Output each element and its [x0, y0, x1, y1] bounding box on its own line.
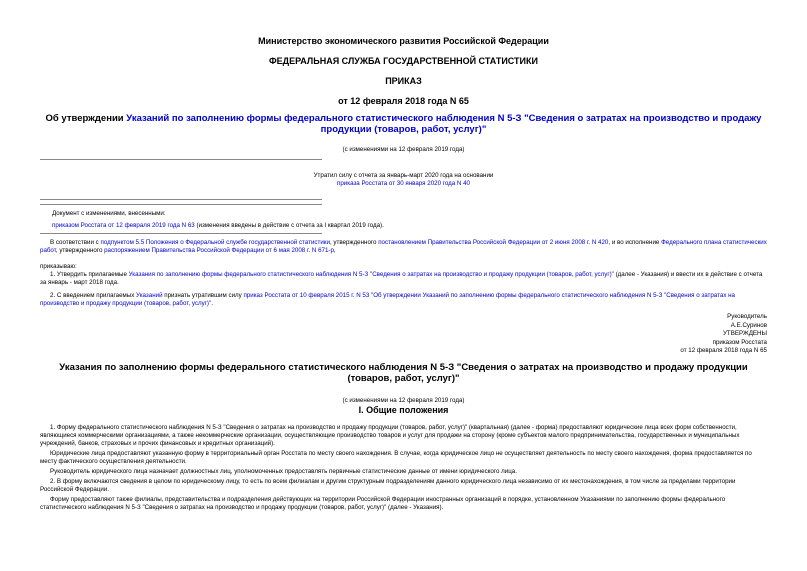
basis-link-order[interactable]: распоряжением Правительства Российской Федерации от 6 мая 2008 г. N 671-р: [104, 247, 334, 254]
signature-block: Руководитель А.Е.Суринов УТВЕРЖДЕНЫ приказом Росстата от 12 февраля 2018 года N 65: [680, 313, 767, 354]
section-heading: I. Общие положения: [358, 405, 449, 415]
item-2: 2. С введением прилагаемых Указаний признать утратившим силу приказ Росстата от 10 февраля 2015 г. N 53 "Об утверждении Указаний по заполнению формы федерального статистического наблюдения N 5-З "Сведения о затратах на производство и продажу продукции (товаров, работ, услуг)".: [40, 292, 735, 307]
service-name: ФЕДЕРАЛЬНАЯ СЛУЖБА ГОСУДАРСТВЕННОЙ СТАТИСТИКИ: [269, 56, 538, 66]
item-2-link-order[interactable]: приказ Росстата от 10 февраля 2015 г. N 53 "Об утверждении Указаний по заполнению формы федерального статистического наблюдения N 5-З "Сведения о затратах на производство и продажу продукции (товаров, работ, услуг)": [40, 292, 735, 307]
paragraph: Форму предоставляют также филиалы, представительства и подразделения действующих на территории Российской Федерации иностранных организаций в порядке, установленном Указаниями по заполнению формы федерального статистического наблюдения N 5-З "Сведения о затратах на производство и продажу продукции (товаров, работ, услуг)" (далее - Указания).: [40, 496, 726, 511]
item-1: 1. Утвердить прилагаемые Указания по заполнению формы федерального статистического наблюдения N 5-З "Сведения о затратах на производство и продажу продукции (товаров, работ, услуг)" (далее - Указания) и ввести их в действие с отчета за январь - март 2018 года.: [40, 271, 763, 286]
page-title: Об утверждении Указаний по заполнению формы федерального статистического наблюдения N 5-З "Сведения о затратах на производство и продажу продукции (товаров, работ, услуг)": [45, 113, 762, 135]
basis-link-plan[interactable]: Федерального плана статистических работ: [40, 239, 767, 254]
annex-title: Указания по заполнению формы федерального статистического наблюдения N 5-З "Сведения о затратах на производство и продажу продукции (товаров, работ, услуг)": [59, 362, 748, 384]
lost-force-note: Утратил силу с отчета за январь-март 2020 года на основании приказа Росстата от 30 января 2020 года N 40: [0, 172, 807, 188]
item-2-link-instructions[interactable]: Указаний: [136, 292, 163, 299]
divider: [40, 159, 322, 160]
paragraph: Руководитель юридического лица назначает должностных лиц, уполномоченных предоставлять первичные статистические данные от имени юридического лица.: [50, 468, 517, 475]
amendments-note: (с изменениями на 12 февраля 2019 года): [342, 146, 465, 153]
changes-note: Документ с изменениями, внесенными: приказом Росстата от 12 февраля 2019 года N 63 (изменения введены в действие с отчета за I квартал 2019 года).: [52, 210, 384, 229]
basis-link-decree[interactable]: постановлением Правительства Российской Федерации от 2 июня 2008 г. N 420: [378, 239, 609, 246]
basis-paragraph: В соответствии с подпунктом 5.5 Положения о Федеральной службе государственной статистики, утвержденного постановлением Правительства Российской Федерации от 2 июня 2008 г. N 420, и во исполнение Федерального плана статистических работ, утвержденного распоряжением Правительства Российской Федерации от 6 мая 2008 г. N 671-р,: [40, 239, 767, 254]
order-date: от 12 февраля 2018 года N 65: [338, 96, 469, 106]
paragraph: 2. В форму включаются сведения в целом по юридическому лицу, то есть по всем филиалам и другим структурным подразделениям данного юридического лица независимо от их местонахождения, в том числе за пределами территории Российской Федерации.: [40, 478, 736, 493]
doc-type: ПРИКАЗ: [385, 76, 422, 86]
divider: [40, 204, 322, 205]
general-provisions: [40, 424, 767, 512]
basis-link-regulation[interactable]: подпунктом 5.5 Положения о Федеральной службе государственной статистики: [100, 239, 330, 246]
divider: [40, 199, 322, 200]
annex-amendments-note: (с изменениями на 12 февраля 2019 года): [342, 397, 465, 404]
paragraph: Юридические лица предоставляют указанную форму в территориальный орган Росстата по месту своего нахождения. В случае, когда юридическое лицо не осуществляет деятельность по месту своего нахождения, форма предоставляется по месту фактического осуществления деятельности.: [40, 450, 752, 465]
changes-link[interactable]: приказом Росстата от 12 февраля 2019 года N 63: [52, 222, 195, 229]
lost-force-link[interactable]: приказа Росстата от 30 января 2020 года N 40: [336, 180, 470, 187]
divider: [40, 233, 322, 234]
item-1-link[interactable]: Указания по заполнению формы федерального статистического наблюдения N 5-З "Сведения о затратах на производство и продажу продукции (товаров, работ, услуг)": [128, 271, 614, 278]
paragraph: 1. Форму федерального статистического наблюдения N 5-З "Сведения о затратах на производство и продажу продукции (товаров, работ, услуг)" (квартальная) (далее - форма) предоставляют юридические лица всех форм собственности, являющиеся коммерческими организациями, а также некоммерческие организации, осуществляющие производство товаров и услуг для продажи на сторону (кроме субъектов малого предпринимательства, государственных и муниципальных учреждений, банков, страховых и прочих финансовых и кредитных организаций).: [40, 424, 740, 447]
ministry-name: Министерство экономического развития Российской Федерации: [258, 36, 549, 46]
order-word: приказываю:: [40, 263, 77, 270]
title-link[interactable]: Указаний по заполнению формы федерального статистического наблюдения N 5-З "Сведения о затратах на производство и продажу продукции (товаров, работ, услуг)": [126, 113, 762, 135]
